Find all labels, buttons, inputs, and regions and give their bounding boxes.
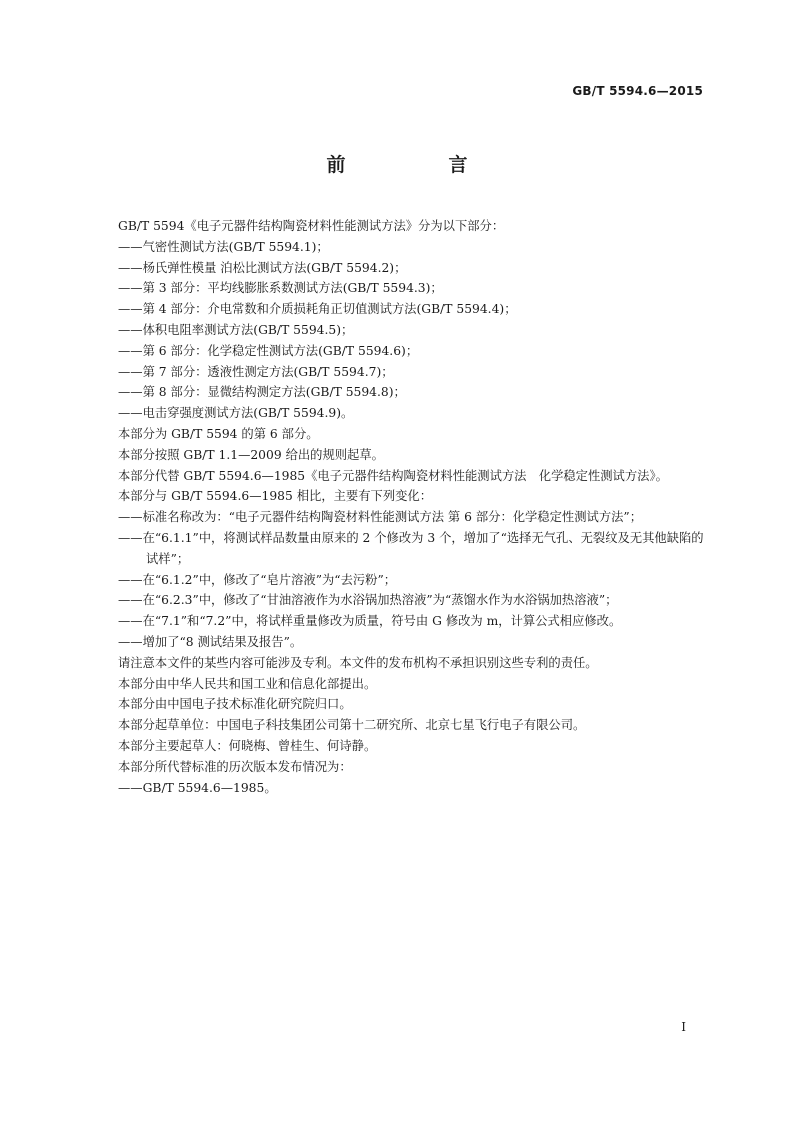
list-item: ——第 6 部分：化学稳定性测试方法(GB/T 5594.6)； — [118, 343, 419, 358]
list-item: ——在“7.1”和“7.2”中，将试样重量修改为质量，符号由 G 修改为 m，计算公式相应修改。 — [118, 614, 622, 629]
paragraph: 本部分由中华人民共和国工业和信息化部提出。 — [118, 676, 377, 691]
list-item: ——标准名称改为：“电子元器件结构陶瓷材料性能测试方法 第 6 部分：化学稳定性测试方法”； — [118, 510, 642, 525]
list-item: ——GB/T 5594.6—1985。 — [118, 780, 277, 795]
list-item: ——杨氏弹性模量 泊松比测试方法(GB/T 5594.2)； — [118, 260, 407, 275]
standard-number: GB/T 5594.6—2015 — [572, 84, 703, 98]
paragraph: 本部分按照 GB/T 1.1—2009 给出的规则起草。 — [118, 447, 384, 462]
list-item: ——第 4 部分：介电常数和介质损耗角正切值测试方法(GB/T 5594.4)； — [118, 302, 517, 317]
list-item: ——在“6.1.2”中，修改了“皂片溶液”为“去污粉”； — [118, 572, 397, 587]
list-item: ——增加了“8 测试结果及报告”。 — [118, 634, 303, 649]
list-item: ——第 8 部分：显微结构测定方法(GB/T 5594.8)； — [118, 385, 406, 400]
page-number: I — [681, 1020, 686, 1034]
paragraph: 本部分所代替标准的历次版本发布情况为： — [118, 759, 352, 774]
paragraph: 本部分起草单位：中国电子科技集团公司第十二研究所、北京七星飞行电子有限公司。 — [118, 718, 586, 733]
paragraph: 本部分为 GB/T 5594 的第 6 部分。 — [118, 426, 319, 441]
paragraph: 本部分主要起草人：何晓梅、曾桂生、何诗静。 — [118, 738, 377, 753]
paragraph: 本部分与 GB/T 5594.6—1985 相比，主要有下列变化： — [118, 489, 433, 504]
paragraph: 请注意本文件的某些内容可能涉及专利。本文件的发布机构不承担识别这些专利的责任。 — [118, 655, 598, 670]
list-item: ——在“6.1.1”中，将测试样品数量由原来的 2 个修改为 3 个，增加了“选择无气孔、无裂纹及无其他缺陷的试样”； — [118, 530, 704, 566]
list-item: ——气密性测试方法(GB/T 5594.1)； — [118, 239, 329, 254]
list-item: ——第 3 部分：平均线膨胀系数测试方法(GB/T 5594.3)； — [118, 281, 443, 296]
page-title: 前 言 — [326, 154, 510, 176]
foreword-body — [91, 216, 705, 798]
paragraph: 本部分由中国电子技术标准化研究院归口。 — [118, 697, 352, 712]
list-item: ——体积电阻率测试方法(GB/T 5594.5)； — [118, 322, 354, 337]
paragraph: 本部分代替 GB/T 5594.6—1985《电子元器件结构陶瓷材料性能测试方法 化学稳定性测试方法》。 — [118, 468, 668, 483]
paragraph: GB/T 5594《电子元器件结构陶瓷材料性能测试方法》分为以下部分： — [118, 219, 505, 233]
list-item: ——电击穿强度测试方法(GB/T 5594.9)。 — [118, 406, 354, 421]
list-item: ——在“6.2.3”中，修改了“甘油溶液作为水浴锅加热溶液”为“蒸馏水作为水浴锅加热溶液”； — [118, 593, 618, 608]
list-item: ——第 7 部分：透液性测定方法(GB/T 5594.7)； — [118, 364, 394, 379]
